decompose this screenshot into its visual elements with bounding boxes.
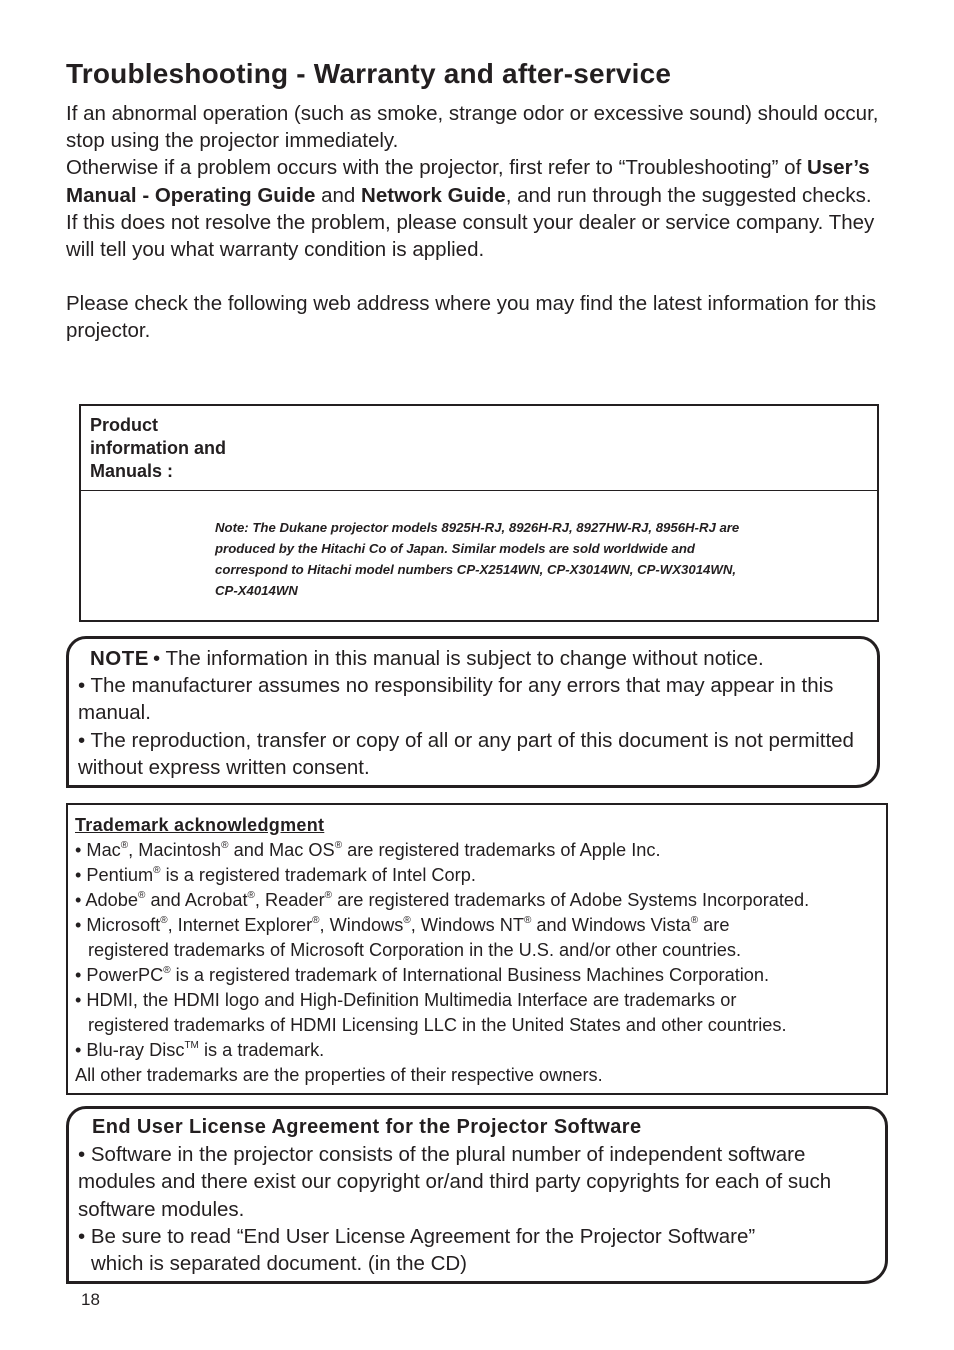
- users-manual-reference: User’s Manual - Operating Guide: [66, 156, 870, 207]
- intro-section: [66, 100, 896, 345]
- note-item-1: • The information in this manual is subject to change without notice.: [152, 647, 764, 670]
- network-guide-reference: Network Guide: [361, 183, 506, 207]
- intro-text: Otherwise if a problem occurs with the projector, first refer to “Troubleshooting” of: [66, 156, 807, 180]
- trademark-other: All other trademarks are the properties of their respective owners.: [75, 1065, 603, 1085]
- product-info-header: [81, 406, 877, 491]
- trademark-intel: • Pentium® is a registered trademark of Intel Corp.: [75, 865, 476, 885]
- trademark-box: [66, 803, 888, 1095]
- note-label: NOTE: [90, 647, 149, 670]
- page-number: 18: [81, 1290, 100, 1309]
- intro-text: and: [315, 183, 362, 207]
- intro-paragraph-2: [66, 154, 896, 208]
- product-info-box: [79, 404, 879, 622]
- trademark-hdmi-cont: registered trademarks of HDMI Licensing LLC in the United States and other countries.: [88, 1015, 787, 1035]
- trademark-hdmi: • HDMI, the HDMI logo and High-Definition Multimedia Interface are trademarks or: [75, 990, 737, 1010]
- eula-box: [66, 1106, 888, 1284]
- product-model-note: Note: The Dukane projector models 8925H-RJ, 8926H-RJ, 8927HW-RJ, 8956H-RJ are produced by the Hitachi Co of Japan. Similar models are sold worldwide and correspond to Hitachi model numbers CP-X2514WN, CP-X3014WN, CP-WX3014WN, CP-X4014WN: [215, 520, 740, 598]
- eula-item-2-cont: which is separated document. (in the CD): [91, 1252, 468, 1276]
- page-title: Troubleshooting - Warranty and after-service: [66, 58, 672, 89]
- intro-paragraph-3: If this does not resolve the problem, please consult your dealer or service company. They will tell you what warranty condition is applied.: [66, 210, 875, 262]
- trademark-apple: • Mac®, Macintosh® and Mac OS® are registered trademarks of Apple Inc.: [75, 840, 661, 860]
- trademark-content: [75, 813, 885, 1088]
- intro-paragraph-1: If an abnormal operation (such as smoke, strange odor or excessive sound) should occur, stop using the projector immediately.: [66, 102, 879, 153]
- note-item-2: • The manufacturer assumes no responsibility for any errors that may appear in this manual.: [78, 674, 834, 725]
- intro-text: , and run through the suggested checks.: [505, 183, 872, 207]
- eula-content: [78, 1114, 878, 1277]
- trademark-bluray: • Blu-ray Disc™ is a trademark.: [75, 1040, 325, 1060]
- eula-title: End User License Agreement for the Projector Software: [92, 1116, 642, 1138]
- eula-item-2: • Be sure to read “End User License Agreement for the Projector Software”: [78, 1224, 756, 1248]
- eula-item-1: • Software in the projector consists of the plural number of independent software modules and there exist our copyright or/and third party copyrights for each of such software modules.: [78, 1143, 832, 1221]
- note-item-3: • The reproduction, transfer or copy of all or any part of this document is not permitted without express written consent.: [78, 728, 854, 779]
- intro-paragraph-4: Please check the following web address where you may find the latest information for this projector.: [66, 292, 877, 343]
- note-box: [66, 636, 880, 788]
- product-info-label: Product information and Manuals :: [90, 415, 226, 481]
- trademark-adobe: • Adobe® and Acrobat®, Reader® are registered trademarks of Adobe Systems Incorporated.: [75, 890, 810, 910]
- trademark-microsoft-cont: registered trademarks of Microsoft Corporation in the U.S. and/or other countries.: [88, 940, 742, 960]
- trademark-microsoft: • Microsoft®, Internet Explorer®, Windows®, Windows NT® and Windows Vista® are: [75, 915, 730, 935]
- note-content: [78, 645, 878, 781]
- trademark-ibm: • PowerPC® is a registered trademark of International Business Machines Corporation.: [75, 965, 770, 985]
- trademark-heading: Trademark acknowledgment: [75, 815, 325, 835]
